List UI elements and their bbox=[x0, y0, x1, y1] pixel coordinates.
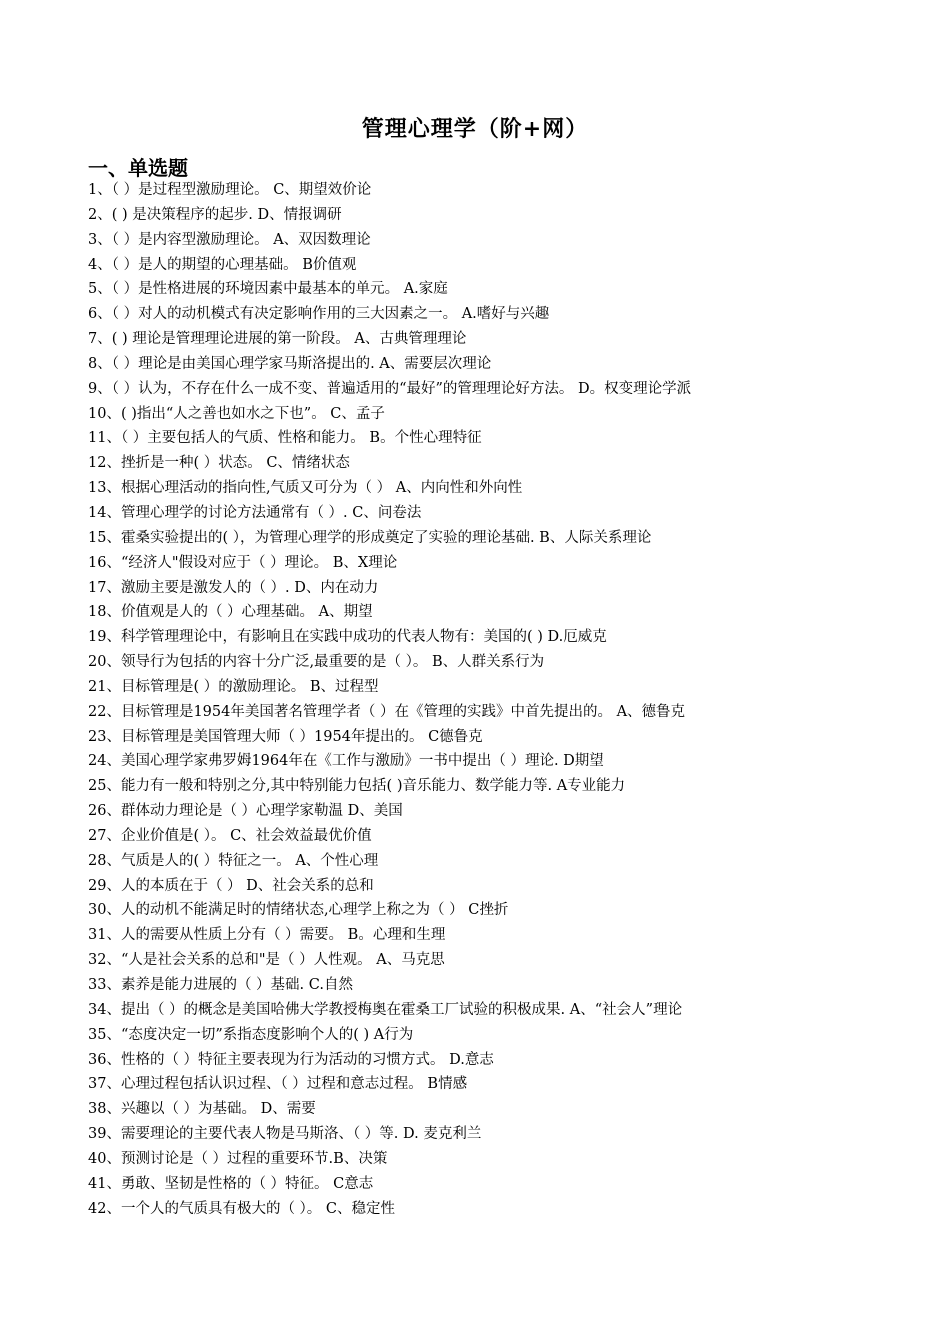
question-item: 42、一个人的气质具有极大的（ ）。 C、稳定性 bbox=[88, 1200, 396, 1217]
question-item: 2、( ) 是决策程序的起步. D、情报调研 bbox=[88, 206, 342, 223]
question-item: 6、（ ）对人的动机模式有决定影响作用的三大因素之一。 A.嗜好与兴趣 bbox=[88, 306, 550, 323]
question-item: 18、价值观是人的（ ）心理基础。 A、期望 bbox=[88, 604, 373, 621]
question-item: 27、企业价值是( ）。 C、社会效益最优价值 bbox=[88, 827, 372, 844]
question-item: 36、性格的（ ）特征主要表现为行为活动的习惯方式。 D.意志 bbox=[88, 1051, 494, 1068]
question-item: 33、素养是能力进展的（ ）基础. C.自然 bbox=[88, 977, 353, 993]
question-item: 23、目标管理是美国管理大师（ ）1954年提出的。 C德鲁克 bbox=[88, 728, 483, 745]
question-item: 29、人的本质在于（ ） D、社会关系的总和 bbox=[88, 877, 374, 894]
question-item: 24、美国心理学家弗罗姆1964年在《工作与激励》一书中提出（ ）理论. D期望 bbox=[88, 753, 604, 770]
section-heading: 一、单选题 bbox=[88, 156, 188, 180]
question-item: 19、科学管理理论中，有影响且在实践中成功的代表人物有：美国的( ) D.厄威克 bbox=[88, 629, 607, 646]
question-item: 13、根据心理活动的指向性,气质又可分为（ ） A、内向性和外向性 bbox=[88, 480, 523, 497]
question-item: 15、霍桑实验提出的( ），为管理心理学的形成奠定了实验的理论基础. B、人际关系理论 bbox=[88, 529, 652, 546]
question-item: 7、( ) 理论是管理理论进展的第一阶段。 A、古典管理理论 bbox=[88, 331, 467, 348]
question-item: 34、提出（ ）的概念是美国哈佛大学教授梅奥在霍桑工厂试验的积极成果. A、“社会人”理论 bbox=[88, 1001, 683, 1018]
question-item: 16、“经济人"假设对应于（ ）理论。 B、X理论 bbox=[88, 554, 398, 571]
question-item: 37、心理过程包括认识过程、（ ）过程和意志过程。 B情感 bbox=[88, 1076, 468, 1093]
question-item: 5、（ ）是性格进展的环境因素中最基本的单元。 A.家庭 bbox=[88, 281, 448, 298]
question-item: 21、目标管理是( ）的激励理论。 B、过程型 bbox=[88, 678, 379, 695]
question-item: 35、“态度决定一切”系指态度影响个人的( ) A行为 bbox=[88, 1026, 414, 1043]
question-item: 40、预测讨论是（ ）过程的重要环节.B、决策 bbox=[88, 1150, 388, 1167]
document-title: 管理心理学（阶+网） bbox=[361, 116, 589, 142]
question-item: 17、激励主要是激发人的（ ）. D、内在动力 bbox=[88, 579, 379, 596]
question-item: 25、能力有一般和特别之分,其中特别能力包括( )音乐能力、数学能力等. A专业能力 bbox=[88, 778, 626, 795]
question-item: 4、（ ）是人的期望的心理基础。 B价值观 bbox=[88, 256, 357, 273]
question-item: 31、人的需要从性质上分有（ ）需要。 B。心理和生理 bbox=[88, 927, 446, 944]
question-item: 1、（ ）是过程型激励理论。 C、期望效价论 bbox=[88, 182, 372, 198]
question-item: 39、需要理论的主要代表人物是马斯洛、（ ）等. D. 麦克利兰 bbox=[88, 1126, 482, 1143]
question-item: 10、( )指出“人之善也如水之下也”。 C、孟子 bbox=[88, 405, 385, 422]
question-item: 30、人的动机不能满足时的情绪状态,心理学上称之为（ ） C挫折 bbox=[88, 902, 509, 919]
question-list bbox=[88, 178, 938, 1221]
question-item: 26、群体动力理论是（ ）心理学家勒温 D、美国 bbox=[88, 803, 403, 820]
question-item: 9、（ ）认为，不存在什么一成不变、普遍适用的“最好”的管理理论好方法。 D。权变理论学派 bbox=[88, 380, 692, 397]
question-item: 3、（ ）是内容型激励理论。 A、双因数理论 bbox=[88, 231, 371, 248]
question-item: 22、目标管理是1954年美国著名管理学者（ ）在《管理的实践》中首先提出的。 A、德鲁克 bbox=[88, 703, 686, 720]
question-item: 20、领导行为包括的内容十分广泛,最重要的是（ ）。 B、人群关系行为 bbox=[88, 654, 545, 671]
question-item: 8、（ ）理论是由美国心理学家马斯洛提出的. A、需要层次理论 bbox=[88, 355, 492, 372]
question-item: 38、兴趣以（ ）为基础。 D、需要 bbox=[88, 1101, 316, 1118]
question-item: 14、管理心理学的讨论方法通常有（ ）. C、问卷法 bbox=[88, 504, 422, 521]
question-item: 28、气质是人的( ）特征之一。 A、个性心理 bbox=[88, 852, 379, 869]
question-item: 12、挫折是一种( ）状态。 C、情绪状态 bbox=[88, 455, 350, 472]
question-item: 11、（ ）主要包括人的气质、性格和能力。 B。个性心理特征 bbox=[88, 430, 482, 447]
question-item: 32、“人是社会关系的总和"是（ ）人性观。 A、马克思 bbox=[88, 952, 445, 969]
question-item: 41、勇敢、坚韧是性格的（ ）特征。 C意志 bbox=[88, 1175, 374, 1192]
